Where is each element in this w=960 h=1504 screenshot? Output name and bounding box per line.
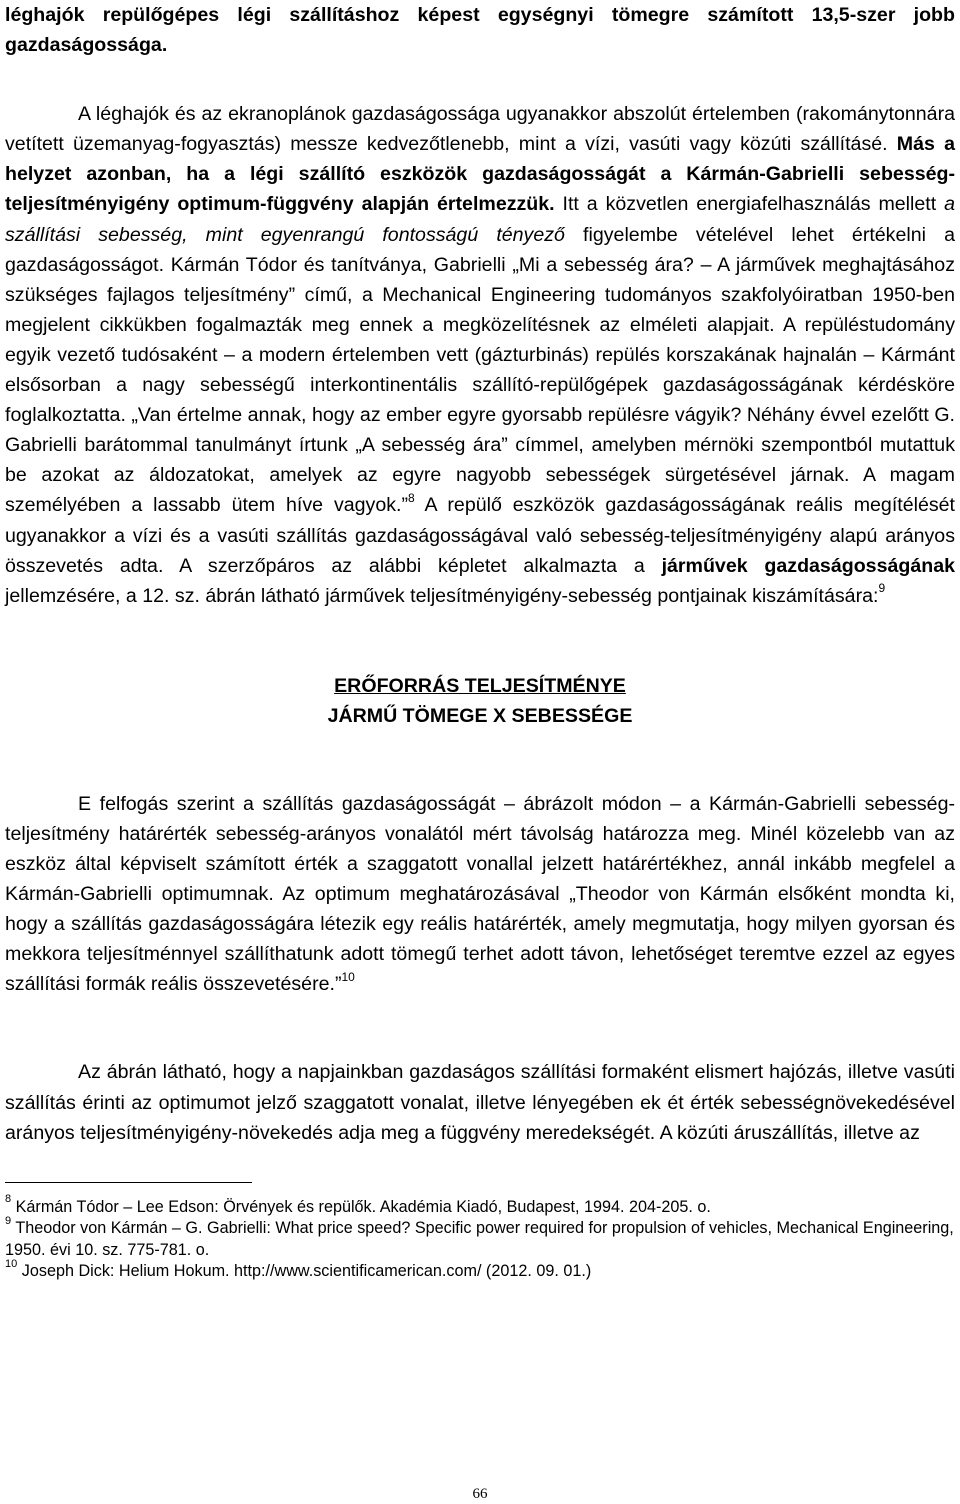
footnote-number: 9 — [5, 1214, 12, 1227]
footnote-text: Theodor von Kármán – G. Gabrielli: What price speed? Specific power required for propulsion of vehicles, Mechanical Engineering, 1950. évi 10. sz. 775-781. o. — [5, 1219, 954, 1259]
footnote-number: 8 — [5, 1193, 12, 1206]
footnote-9 — [5, 1214, 955, 1261]
footnote-10 — [5, 1257, 955, 1283]
footnote-number: 10 — [5, 1257, 18, 1270]
p3-text-1: Az ábrán látható, hogy a napjainkban gazdaságos szállítási formaként elismert hajózás, illetve vasúti szállítás érinti az optimumot jelző szaggatott vonalat, illetve lényegében ek ét érték sebességnövekedésével arányos teljesítményigény-növekedés adja meg a függvény meredekségét. A közúti áruszállítás, illetve az — [5, 1061, 955, 1144]
p1-text-3: figyelembe vételével lehet értékelni a gazdaságosságot. Kármán Tódor és tanítványa, Gabrielli „Mi a sebesség ára? – A járművek meghajtásához szükséges fajlagos teljesítmény” című, a Mechanical Engineering tudományos szakfolyóiratban 1950-ben megjelent cikkükben fogalmazták meg ennek a megközelítésnek az elméleti alapjait. A repüléstudomány egyik vezető tudósaként – a modern értelemben vett (gázturbinás) repülés korszakának hajnalán – Kármánt elsősorban a nagy sebességű interkontinentális szállító-repülőgépek gazdaságosságának kérdésköre foglalkoztatta. „Van értelme annak, hogy az ember egyre gyorsabb repülésre vágyik? Néhány évvel ezelőtt G. Gabrielli barátommal tanulmányt írtunk „A sebesség ára” címmel, amelyben mérnöki szempontból mutattuk be azokat az áldozatokat, amelyek az egyre nagyobb sebességek sürgetésével járnak. A magam személyében a lassabb ütem híve vagyok.” — [5, 223, 955, 517]
p1-text-5: jellemzésére, a 12. sz. ábrán látható járművek teljesítményigény-sebesség pontjainak kiszámítására: — [5, 584, 879, 607]
paragraph-3 — [5, 1057, 955, 1147]
p1-text-2: Itt a közvetlen energiafelhasználás mellett — [554, 193, 945, 216]
paragraph-1 — [5, 99, 955, 611]
formula-block — [5, 671, 955, 731]
footnote-8 — [5, 1193, 955, 1219]
footnote-text: Joseph Dick: Helium Hokum. http://www.scientificamerican.com/ (2012. 09. 01.) — [17, 1262, 592, 1281]
intro-bold-text: léghajók repülőgépes légi szállításhoz képest egységnyi tömegre számított 13,5-szer jobb gazdaságossága. — [5, 4, 955, 57]
footnote-ref-8: 8 — [408, 490, 415, 505]
p1-bold-1: Más a helyzet azonban, ha a légi szállító eszközök gazdaságosságát a Kármán-Gabrielli sebesség-teljesítményigény optimum-függvény alapján értelmezzük. — [5, 133, 955, 216]
page-number: 66 — [472, 1486, 488, 1502]
formula-numerator: ERŐFORRÁS TELJESÍTMÉNYE — [334, 674, 626, 697]
footnote-text: Kármán Tódor – Lee Edson: Örvények és repülők. Akadémia Kiadó, Budapest, 1994. 204-205. o. — [11, 1197, 711, 1216]
footnote-ref-10: 10 — [341, 969, 355, 984]
paragraph-intro-continuation — [5, 0, 955, 60]
footnotes — [5, 1193, 955, 1283]
document-page — [5, 0, 955, 1283]
paragraph-2 — [5, 789, 955, 1000]
p1-italic-1: a szállítási sebesség, mint egyenrangú fontosságú tényező — [5, 193, 955, 246]
p1-text-1: A léghajók és az ekranoplánok gazdaságossága ugyanakkor abszolút értelemben (rakománytonnára vetített üzemanyag-fogyasztás) messze kedvezőtlenebb, mint a vízi, vasúti vagy közúti szállításé. — [5, 103, 955, 156]
p2-text-1: E felfogás szerint a szállítás gazdaságosságát – ábrázolt módon – a Kármán-Gabrielli sebesség-teljesítmény határérték sebesség-arányos vonalától mért távolság határozza meg. Minél közelebb van az eszköz által képviselt számított érték a szaggatott vonallal jelzett határértékhez, annál inkább megfelel a Kármán-Gabrielli optimumnak. Az optimum meghatározásával „Theodor von Kármán elsőként mondta ki, hogy a szállítás gazdaságosságára létezik egy reális határérték, amely megmutatja, hogy milyen gyorsan és mekkora teljesítménnyel szállíthatunk adott tömegű terhet adott távon, lehetőséget teremtve ezzel az egyes szállítási formák reális összevetésére.” — [5, 792, 955, 996]
p1-text-4: A repülő eszközök gazdaságosságának reális megítélését ugyanakkor a vízi és a vasúti szállítás gazdaságosságával való sebesség-teljesítményigény alapú arányos összevetés adta. A szerzőpáros az alábbi képletet alkalmazta a — [5, 494, 955, 577]
footnote-separator — [5, 1182, 252, 1183]
p1-bold-2: járművek gazdaságosságának — [661, 554, 955, 577]
footnote-ref-9: 9 — [878, 581, 886, 596]
formula-denominator: JÁRMŰ TÖMEGE X SEBESSÉGE — [327, 704, 633, 727]
